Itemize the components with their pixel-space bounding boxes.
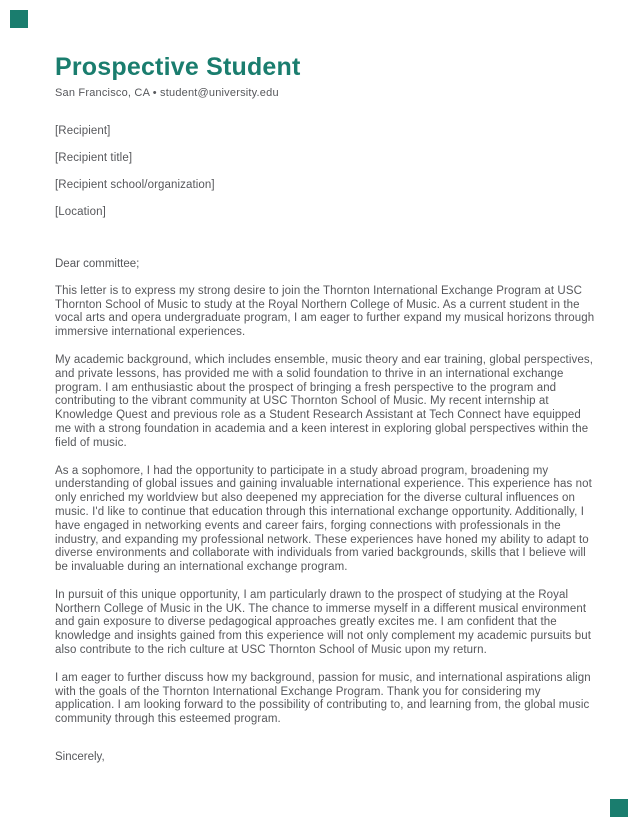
recipient-organization-placeholder: [Recipient school/organization] xyxy=(55,178,215,191)
recipient-location-placeholder: [Location] xyxy=(55,205,106,218)
corner-accent-bottom-right xyxy=(610,799,628,817)
closing-signoff: Sincerely, xyxy=(55,751,105,764)
contact-info: San Francisco, CA • student@university.edu xyxy=(55,86,279,99)
salutation: Dear committee; xyxy=(55,257,140,270)
letter-content xyxy=(55,53,595,764)
recipient-name-placeholder: [Recipient] xyxy=(55,124,111,137)
recipient-title-placeholder: [Recipient title] xyxy=(55,151,133,164)
body-paragraph: I am eager to further discuss how my background, passion for music, and international aspirations align with the goals of the Thornton International Exchange Program. Thank you for considering my application. I am looking forward to the possibility of contributing to, and learning from, the global music community through this esteemed program. xyxy=(55,671,591,726)
body-paragraph: In pursuit of this unique opportunity, I am particularly drawn to the prospect of studying at the Royal Northern College of Music in the UK. The chance to immerse myself in a different musical environment and gain exposure to diverse pedagogical approaches greatly excites me. I am confident that the knowledge and insights gained from this experience will not only complement my academic pursuits but also contribute to the rich culture at USC Thornton School of Music upon my return. xyxy=(55,588,592,657)
body-paragraph: As a sophomore, I had the opportunity to participate in a study abroad program, broadening my understanding of global issues and gaining invaluable international experience. This experience has not only enriched my worldview but also deepened my appreciation for the diverse cultural influences on music. I'd like to continue that education through this international exchange opportunity. Additionally, I have engaged in networking events and career fairs, forging connections with professionals in the industry, and expanding my professional network. These experiences have honed my ability to adapt to diverse environments and collaborate with individuals from varied backgrounds, skills that I believe will be invaluable during an international exchange program. xyxy=(55,464,592,574)
corner-accent-top-left xyxy=(10,10,28,28)
applicant-name-title: Prospective Student xyxy=(55,53,301,81)
body-paragraph: This letter is to express my strong desire to join the Thornton International Exchange Program at USC Thornton School of Music to study at the Royal Northern College of Music. As a current student in the vocal arts and opera undergraduate program, I am eager to further expand my musical horizons through immersive international experiences. xyxy=(55,284,595,339)
recipient-block xyxy=(55,124,595,219)
body-paragraph: My academic background, which includes ensemble, music theory and ear training, global perspectives, and private lessons, has provided me with a solid foundation to thrive in an international exchange program. I am enthusiastic about the prospect of bringing a fresh perspective to the program and contributing to the vibrant community at USC Thornton School of Music. My recent internship at Knowledge Quest and previous role as a Student Research Assistant at Tech Connect have equipped me with a strong foundation in academia and a keen interest in exploring global perspectives within the field of music. xyxy=(55,353,593,449)
